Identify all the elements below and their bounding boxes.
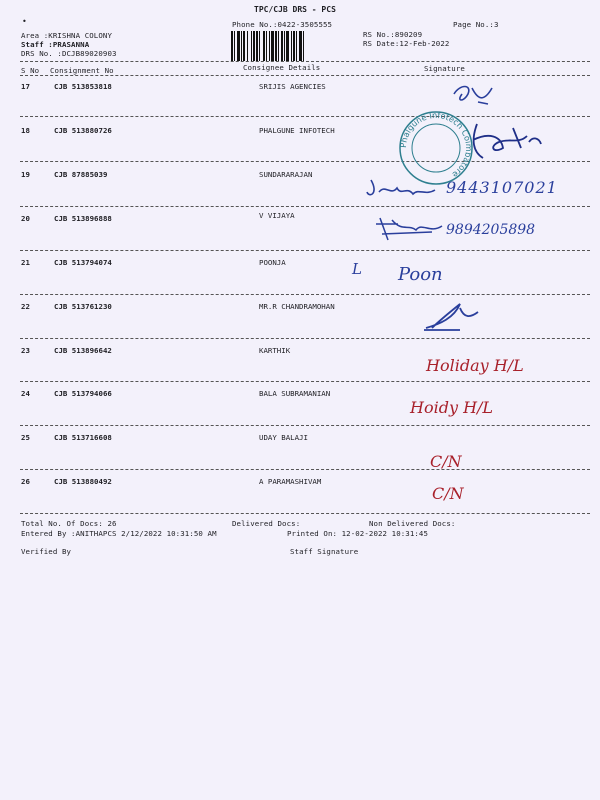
entered-by: Entered By :ANITHAPCS 2/12/2022 10:31:50 AM: [21, 529, 217, 538]
row-consignee: BALA SUBRAMANIAN: [259, 389, 331, 398]
row-sno: 23: [21, 346, 30, 355]
table-row: [0, 258, 600, 272]
column-header-signature: Signature: [424, 64, 465, 73]
row-consignment: CJB 513794066: [54, 389, 112, 398]
row-consignment: CJB 513853818: [54, 82, 112, 91]
signature-row-18: [463, 118, 545, 164]
row-consignment: CJB 513880492: [54, 477, 112, 486]
row-sno: 19: [21, 170, 30, 179]
row-consignee: SUNDARARAJAN: [259, 170, 313, 179]
table-row: [0, 389, 600, 403]
row-consignment: CJB 513880726: [54, 126, 112, 135]
staff-label: Staff :PRASANNA: [21, 40, 90, 49]
document-title: TPC/CJB DRS - PCS: [254, 5, 336, 14]
row-consignment: CJB 513794074: [54, 258, 112, 267]
row-consignee: POONJA: [259, 258, 286, 267]
row-consignment: CJB 513761230: [54, 302, 112, 311]
staff-signature: Staff Signature: [290, 547, 359, 556]
row-consignee: MR.R CHANDRAMOHAN: [259, 302, 335, 311]
barcode-bar: [304, 31, 305, 61]
divider: [20, 338, 590, 339]
row-consignee: V VIJAYA: [259, 211, 295, 220]
divider: [20, 425, 590, 426]
row-consignee: KARTHIK: [259, 346, 291, 355]
divider: [20, 469, 590, 470]
delivered-docs: Delivered Docs:: [232, 519, 301, 528]
row-sno: 20: [21, 214, 30, 223]
rs-number: RS No.:890209: [363, 30, 423, 39]
page-number: Page No.:3: [453, 20, 499, 29]
row-sno: 17: [21, 82, 30, 91]
row-consignment: CJB 513896888: [54, 214, 112, 223]
area-label: Area :KRISHNA COLONY: [21, 31, 112, 40]
signature-row-20: [372, 214, 448, 242]
printed-on: Printed On: 12-02-2022 10:31:45: [287, 529, 429, 538]
row-sno: 24: [21, 389, 30, 398]
handwritten-phone-row-19: 9443107021: [446, 178, 558, 197]
handwritten-name-row-21: Poon: [398, 264, 443, 285]
divider: [20, 116, 590, 117]
row-consignment: CJB 513716608: [54, 433, 112, 442]
table-row: [0, 433, 600, 447]
barcode: [231, 31, 355, 61]
table-row: [0, 302, 600, 316]
row-sno: 25: [21, 433, 30, 442]
stamp-text: Phalgune Infotech Coimbatore: [397, 109, 475, 181]
row-consignee: SRIJIS AGENCIES: [259, 82, 326, 91]
row-consignee: A PARAMASHIVAM: [259, 477, 322, 486]
column-header-consignment: Consignment No: [50, 66, 114, 75]
divider: [20, 294, 590, 295]
row-sno: 21: [21, 258, 30, 267]
row-consignment: CJB 87885039: [54, 170, 108, 179]
handwritten-row-24: Hoidy H/L: [410, 398, 494, 417]
signature-row-17: [448, 80, 498, 108]
divider: [20, 61, 590, 62]
phone-number: Phone No.:0422-3505555: [232, 20, 333, 29]
drs-number: DRS No. :DCJB89020903: [21, 49, 117, 58]
verified-by: Verified By: [21, 547, 72, 556]
divider: [20, 206, 590, 207]
row-sno: 26: [21, 477, 30, 486]
column-header-sno: S No: [21, 66, 40, 75]
non-delivered-docs: Non Delivered Docs:: [369, 519, 456, 528]
divider: [20, 75, 590, 76]
signature-row-22: [420, 298, 484, 334]
divider: [20, 381, 590, 382]
column-header-consignee: Consignee Details: [243, 63, 321, 72]
row-consignment: CJB 513896642: [54, 346, 112, 355]
row-sno: 22: [21, 302, 30, 311]
row-sno: 18: [21, 126, 30, 135]
table-row: [0, 477, 600, 491]
row-consignee: PHALGUNE INFOTECH: [259, 126, 335, 135]
handwritten-row-23: Holiday H/L: [426, 356, 524, 375]
handwritten-row-26: C/N: [432, 484, 464, 503]
handwritten-row-25: C/N: [430, 452, 462, 471]
bullet-mark: •: [22, 17, 27, 26]
table-row: [0, 82, 600, 96]
total-docs: Total No. Of Docs: 26: [21, 519, 117, 528]
handwritten-phone-row-20: 9894205898: [446, 222, 536, 238]
divider: [20, 250, 590, 251]
divider: [20, 513, 590, 514]
signature-row-19: [365, 176, 440, 204]
rs-date: RS Date:12-Feb-2022: [363, 39, 450, 48]
handwritten-mark-row-21: L: [352, 260, 362, 278]
row-consignee: UDAY BALAJI: [259, 433, 308, 442]
